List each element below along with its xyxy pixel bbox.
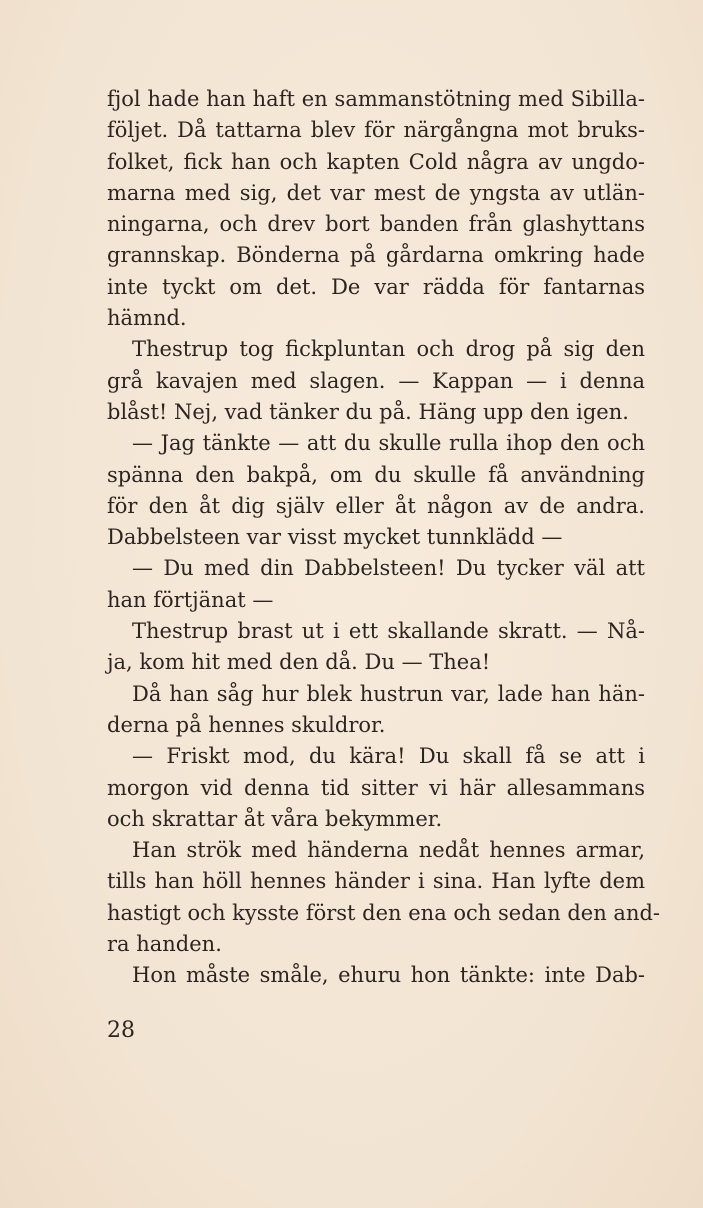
text-line: — Friskt mod, du kära! Du skall få se att i: [132, 744, 645, 769]
text-line: Då han såg hur blek hustrun var, lade han hän-: [132, 681, 645, 706]
text-line: för den åt dig själv eller åt någon av de andra.: [107, 493, 645, 518]
text-line: tills han höll hennes händer i sina. Han lyfte dem: [107, 869, 645, 894]
page-number: 28: [107, 1018, 135, 1043]
text-line: blåst! Nej, vad tänker du på. Häng upp den igen.: [107, 399, 629, 424]
text-line: morgon vid denna tid sitter vi här allesammans: [107, 775, 645, 800]
text-line: ningarna, och drev bort banden från glashyttans: [107, 212, 645, 237]
text-line: ja, kom hit med den då. Du — Thea!: [107, 650, 491, 675]
text-line: inte tyckt om det. De var rädda för fantarnas: [107, 274, 645, 299]
text-line: grå kavajen med slagen. — Kappan — i denna: [107, 368, 645, 393]
text-line: hämnd.: [107, 306, 187, 331]
text-line: Thestrup tog fickpluntan och drog på sig den: [132, 337, 645, 362]
text-line: — Du med din Dabbelsteen! Du tycker väl att: [132, 556, 645, 581]
text-line: ra handen.: [107, 932, 222, 957]
text-line: Hon måste småle, ehuru hon tänkte: inte Dab-: [132, 963, 645, 988]
text-line: spänna den bakpå, om du skulle få användning: [107, 462, 645, 487]
text-line: derna på hennes skuldror.: [107, 712, 386, 737]
text-line: fjol hade han haft en sammanstötning med Sibilla-: [107, 87, 645, 111]
text-line: Thestrup brast ut i ett skallande skratt. — Nå-: [132, 619, 645, 644]
text-line: han förtjänat —: [107, 587, 274, 612]
text-line: marna med sig, det var mest de yngsta av utlän-: [107, 180, 645, 205]
text-line: hastigt och kysste först den ena och sedan den and-: [107, 900, 661, 925]
text-line: folket, fick han och kapten Cold några av ungdo-: [107, 149, 645, 174]
text-line: Han strök med händerna nedåt hennes armar,: [132, 838, 645, 863]
text-line: Dabbelsteen var visst mycket tunnklädd —: [107, 525, 563, 550]
body-text: [107, 84, 661, 992]
text-line: grannskap. Bönderna på gårdarna omkring hade: [107, 243, 645, 268]
text-line: — Jag tänkte — att du skulle rulla ihop den och: [132, 431, 645, 456]
text-line: och skrattar åt våra bekymmer.: [107, 806, 443, 831]
text-line: följet. Då tattarna blev för närgångna mot bruks-: [107, 118, 645, 143]
